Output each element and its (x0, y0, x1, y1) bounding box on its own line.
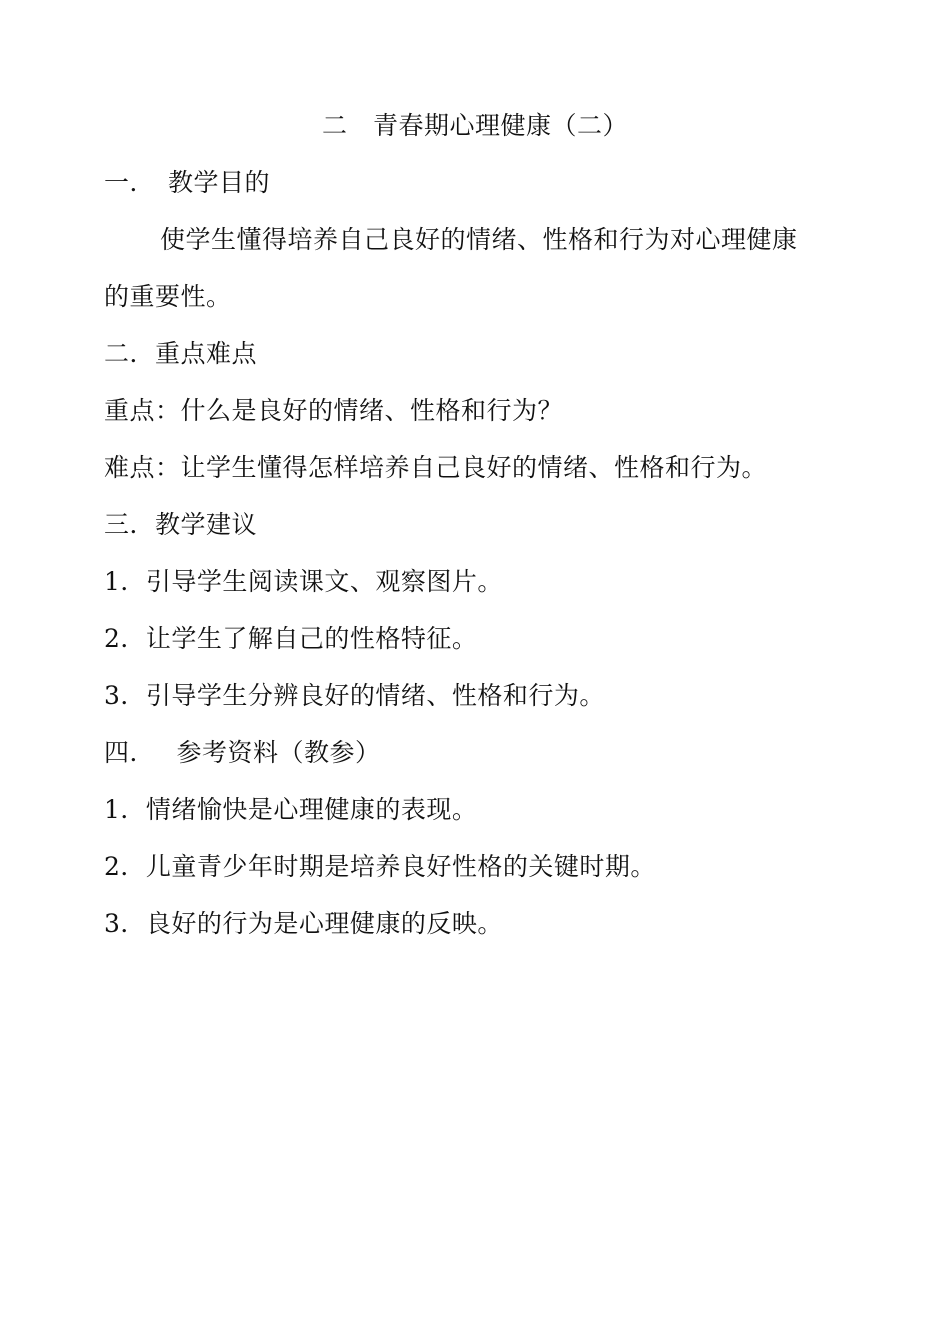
section1-heading: 一． 教学目的 (104, 168, 271, 197)
list-item: 2．让学生了解自己的性格特征。 (104, 624, 478, 653)
section3-heading: 三．教学建议 (104, 510, 258, 539)
section2-heading: 二．重点难点 (104, 339, 258, 368)
list-item: 3．引导学生分辨良好的情绪、性格和行为。 (104, 681, 605, 710)
section1-paragraph-line1: 使学生懂得培养自己良好的情绪、性格和行为对心理健康 (160, 225, 798, 254)
list-item: 1．情绪愉快是心理健康的表现。 (104, 795, 478, 824)
key-point-text: 重点：什么是良好的情绪、性格和行为？ (104, 396, 564, 425)
document-title: 二 青春期心理健康（二） (321, 111, 628, 140)
difficulty-text: 难点：让学生懂得怎样培养自己良好的情绪、性格和行为。 (104, 453, 768, 482)
section4-heading: 四． 参考资料（教参） (104, 738, 381, 767)
list-item: 3．良好的行为是心理健康的反映。 (104, 909, 503, 938)
list-item: 1．引导学生阅读课文、观察图片。 (104, 567, 503, 596)
list-item: 2．儿童青少年时期是培养良好性格的关键时期。 (104, 852, 656, 881)
section1-paragraph-line2: 的重要性。 (104, 282, 232, 311)
